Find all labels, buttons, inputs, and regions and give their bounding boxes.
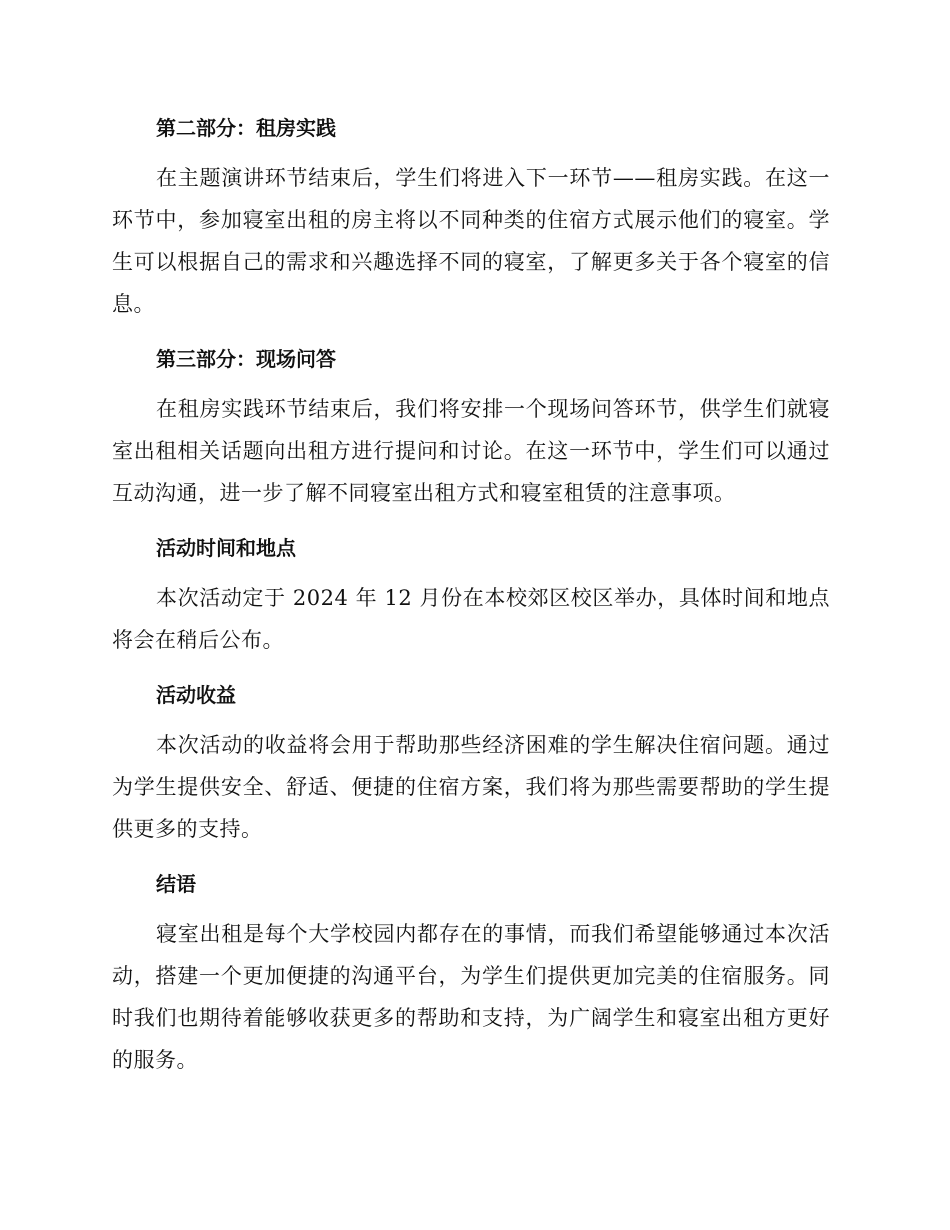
section-conclusion [112,864,830,1081]
section-paragraph: 在主题演讲环节结束后，学生们将进入下一环节——租房实践。在这一环节中，参加寝室出租的房主将以不同种类的住宿方式展示他们的寝室。学生可以根据自己的需求和兴趣选择不同的寝室，了解更多关于各个寝室的信息。 [112,166,830,316]
section-paragraph: 在租房实践环节结束后，我们将安排一个现场问答环节，供学生们就寝室出租相关话题向出租方进行提问和讨论。在这一环节中，学生们可以通过互动沟通，进一步了解不同寝室出租方式和寝室租赁的注意事项。 [112,397,830,505]
section-heading: 第二部分：租房实践 [156,116,336,140]
section-heading: 活动收益 [156,683,236,707]
section-time-location [112,528,830,661]
section-heading: 结语 [156,872,196,896]
section-heading: 第三部分：现场问答 [156,347,336,371]
section-heading: 活动时间和地点 [156,536,296,560]
section-proceeds [112,675,830,850]
section-paragraph: 寝室出租是每个大学校园内都存在的事情，而我们希望能够通过本次活动，搭建一个更加便捷的沟通平台，为学生们提供更加完美的住宿服务。同时我们也期待着能够收获更多的帮助和支持，为广阔学生和寝室出租方更好的服务。 [112,922,830,1072]
section-qa [112,339,830,514]
section-rental-practice [112,108,830,325]
section-paragraph: 本次活动定于 2024 年 12 月份在本校郊区校区举办，具体时间和地点将会在稍后公布。 [112,586,830,652]
section-paragraph: 本次活动的收益将会用于帮助那些经济困难的学生解决住宿问题。通过为学生提供安全、舒适、便捷的住宿方案，我们将为那些需要帮助的学生提供更多的支持。 [112,733,830,841]
document-body [112,108,830,1095]
